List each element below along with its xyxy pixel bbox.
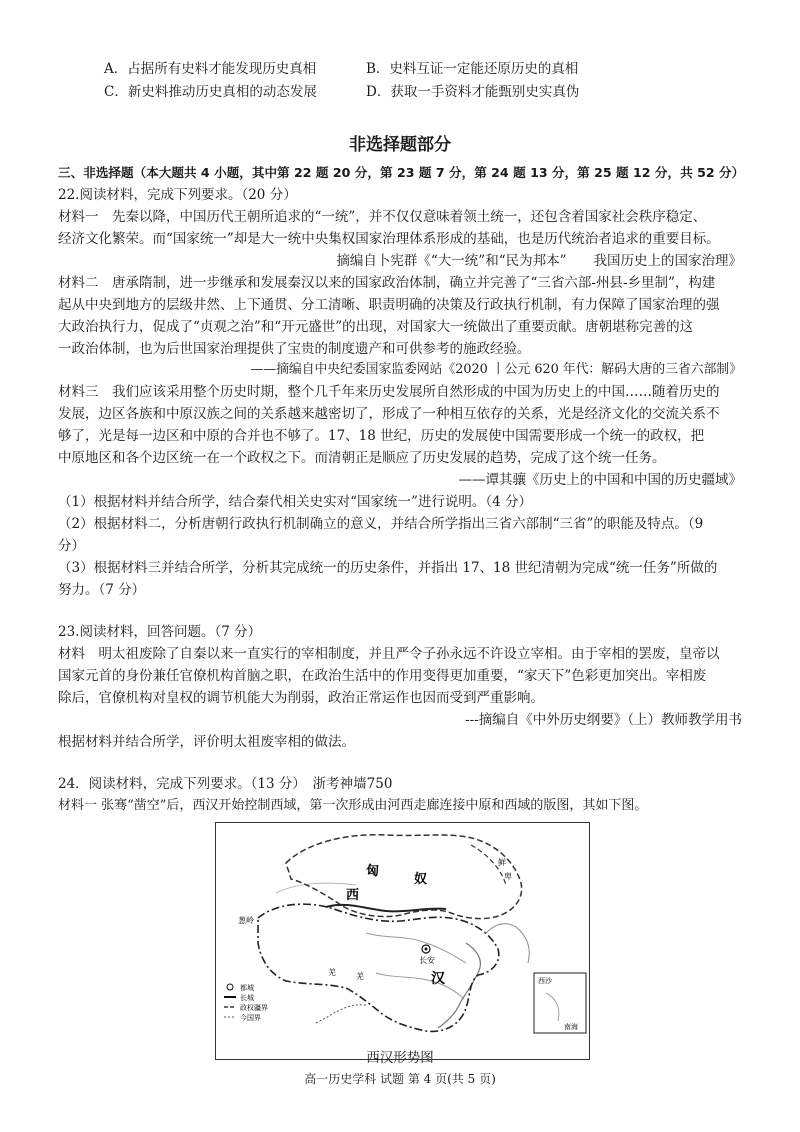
q23-material-line1: 材料 明太祖废除了自秦以来一直实行的宰相制度，并且严令子孙永远不许设立宰相。由于宰相的罢废，皇帝以 [58, 646, 720, 662]
option-d: D．获取一手资料才能甄别史实真伪 [366, 84, 580, 100]
option-c: C．新史料推动历史真相的动态发展 [104, 84, 317, 100]
section-title: 非选择题部分 [349, 135, 451, 155]
q22-material3-source: ——谭其骧《历史上的中国和中国的历史疆域》 [458, 472, 742, 488]
q22-requirement3-line2: 努力。（7 分） [58, 582, 146, 598]
q23-source: ---摘编自《中外历史纲要》（上）教师教学用书 [465, 712, 742, 728]
tarim-river [276, 883, 356, 893]
q24-material1: 材料一 张骞“凿空”后，西汉开始控制西域，第一次形成由河西走廊连接中原和西域的版图，其如下图。 [58, 798, 648, 813]
q22-material2-line1: 材料二 唐承隋制，进一步继承和发展秦汉以来的国家政治体制，确立并完善了“三省六部-州县-乡里制”，构建 [58, 275, 716, 291]
legend-modern-border: 今国界 [240, 1014, 261, 1022]
q22-requirement2-line2: 分） [58, 538, 85, 554]
map-legend [224, 983, 268, 1022]
q22-material2-line2: 起从中央到地方的层级井然、上下通贯、分工清晰、职责明确的决策及行政执行机制，有力保障了国家治理的强 [58, 297, 720, 313]
q22-material3-line3: 够了，光是每一边区和中原的合并也不够了。17、18 世纪，历史的发展使中国需要形成一个统一的政权，把 [58, 428, 705, 444]
q22-material2-source: ——摘编自中央纪委国家监委网站《2020 丨公元 620 年代：解码大唐的三省六部制》 [250, 362, 742, 377]
map-caption: 西汉形势图 [366, 1050, 434, 1066]
great-wall [326, 905, 446, 912]
modern-border [316, 1005, 366, 1023]
label-xiongnu-1: 匈 [366, 864, 380, 879]
label-xianbei-2: 卑 [504, 872, 512, 881]
option-a: A．占据所有史料才能发现历史真相 [104, 61, 317, 77]
page-footer: 高一历史学科 试题 第 4 页(共 5 页) [304, 1072, 496, 1086]
south-sea-inset [534, 973, 586, 1033]
q22-material1-source: 摘编自卜宪群《“大一统”和“民为邦本” 我国历史上的国家治理》 [336, 253, 742, 269]
legend-boundary: 政权疆界 [240, 1004, 268, 1012]
q22-stem: 22.阅读材料，完成下列要求。（20 分） [58, 187, 297, 203]
yangtze-river [376, 973, 464, 999]
option-b: B．史料互证一定能还原历史的真相 [366, 61, 579, 77]
q23-stem: 23.阅读材料，回答问题。（7 分） [58, 624, 262, 640]
q22-requirement3-line1: （3）根据材料三并结合所学，分析其完成统一的历史条件，并指出 17、18 世纪清朝为完成“统一任务”所做的 [58, 560, 718, 576]
q22-material3-line2: 发展，边区各族和中原汉族之间的关系越来越密切了，形成了一种相互依存的关系，光是经济文化的交流关系不 [58, 406, 720, 422]
q22-requirement2-line1: （2）根据材料二，分析唐朝行政执行机制确立的意义，并结合所学指出三省六部制“三省”的职能及特点。（9 [58, 516, 704, 532]
yellow-river [366, 933, 466, 963]
inset-title: 西沙 [538, 977, 552, 985]
q22-material1-line2: 经济文化繁荣。而“国家统一”却是大一统中央集权国家治理体系形成的基础，也是历代统治者追求的重要目标。 [58, 231, 720, 247]
han-boundary [258, 904, 499, 1031]
label-xi: 西 [346, 888, 360, 903]
q22-material2-line4: 一政治体制，也为后世国家治理提供了宝贵的制度遗产和可供参考的施政经验。 [58, 341, 531, 357]
q23-requirement: 根据材料并结合所学，评价明太祖废宰相的做法。 [58, 734, 355, 750]
label-qiang-2: 羌 [356, 972, 364, 981]
q23-material-line3: 除后，官僚机构对皇权的调节机能大为削弱，政治正常运作也因而受到严重影响。 [58, 690, 544, 706]
inset-sea: 南海 [564, 1023, 578, 1031]
capital-dot [425, 948, 428, 951]
label-qiang-1: 羌 [328, 968, 336, 977]
q24-stem: 24．阅读材料，完成下列要求。（13 分） 浙考神墙750 [58, 776, 393, 792]
q22-material2-line3: 大政治执行力，促成了“贞观之治”和“开元盛世”的出现，对国家大一统做出了重要贡献。唐朝堪称完善的这 [58, 319, 694, 335]
label-han: 汉 [431, 971, 445, 987]
label-xianbei-1: 鲜 [498, 858, 506, 867]
korea-coast [486, 924, 529, 963]
label-xiongnu-2: 奴 [414, 872, 428, 887]
q23-material-line2: 国家元首的身份兼任官僚机构首脑之职，在政治生活中的作用变得更加重要，“家天下”色彩更加突出。宰相废 [58, 668, 707, 684]
q22-material1-line1: 材料一 先秦以降，中国历代王朝所追求的“一统”，并不仅仅意味着领土统一，还包含着国家社会秩序稳定、 [58, 209, 707, 225]
q22-requirement1: （1）根据材料并结合所学，结合秦代相关史实对“国家统一”进行说明。（4 分） [58, 494, 533, 510]
part-header: 三、非选择题（本大题共 4 小题，其中第 22 题 20 分，第 23 题 7 分，第 24 题 13 分，第 25 题 12 分，共 52 分） [58, 165, 745, 180]
label-congling: 葱岭 [238, 916, 254, 925]
legend-great-wall: 长城 [240, 994, 254, 1002]
western-han-map [215, 822, 590, 1060]
q22-material3-line1: 材料三 我们应该采用整个历史时期，整个几千年来历史发展所自然形成的中国为历史上的中国……随着历史的 [58, 384, 720, 400]
q22-material3-line4: 中原地区和各个边区统一在一个政权之下。而清朝正是顺应了历史发展的趋势，完成了这个统一任务。 [58, 450, 666, 466]
map-svg [216, 823, 589, 1035]
legend-capital: 都城 [240, 984, 254, 992]
label-changan: 长安 [419, 956, 435, 965]
